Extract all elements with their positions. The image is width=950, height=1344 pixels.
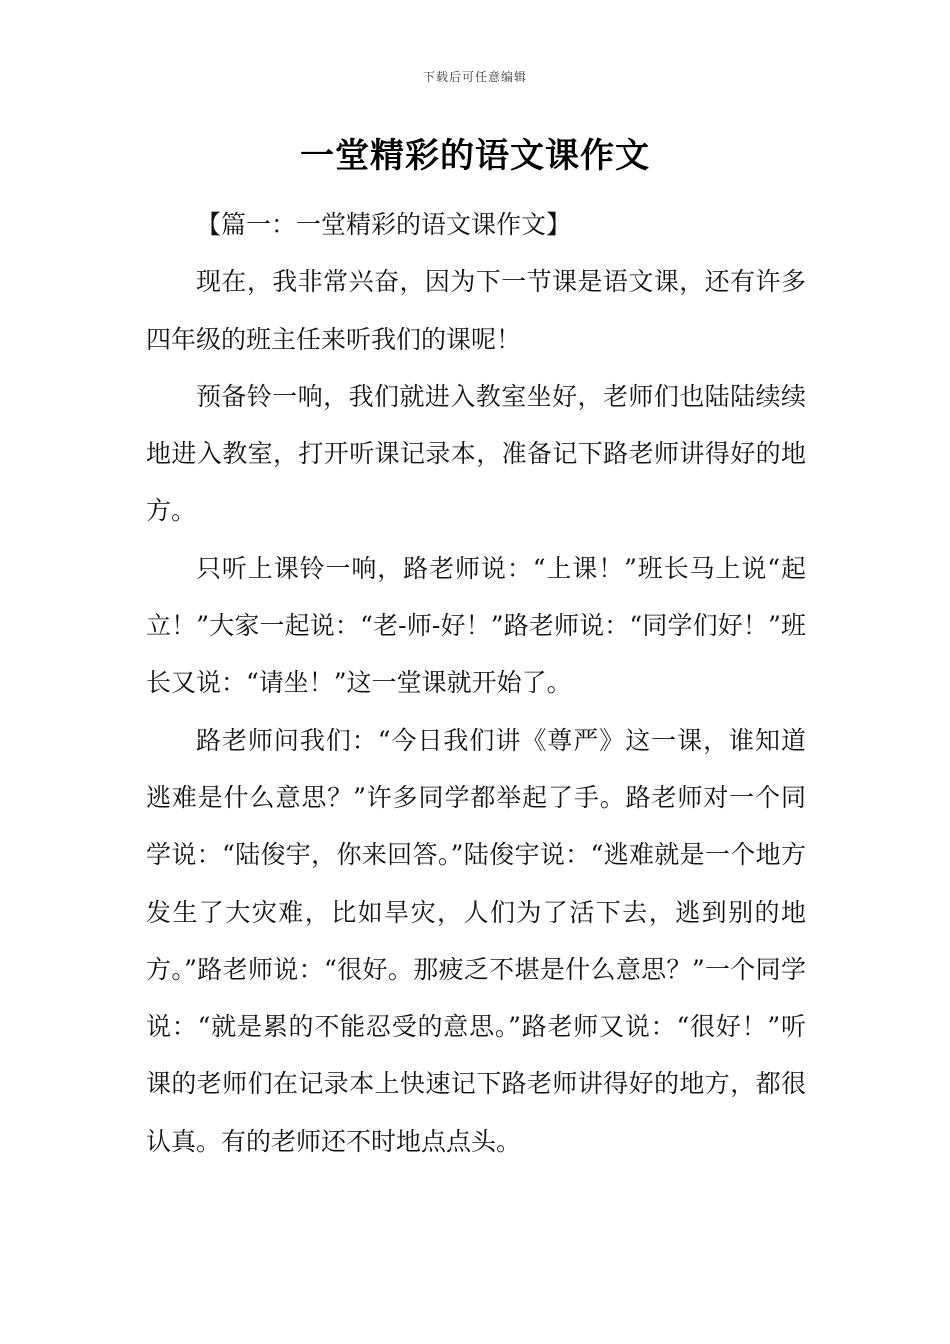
document-body <box>146 196 806 1170</box>
section-heading: 【篇一：一堂精彩的语文课作文】 <box>196 210 572 239</box>
document-title: 一堂精彩的语文课作文 <box>300 136 650 176</box>
paragraph: 预备铃一响，我们就进入教室坐好，老师们也陆陆续续地进入教室，打开听课记录本，准备记下路老师讲得好的地方。 <box>146 381 806 526</box>
header-note: 下载后可任意编辑 <box>422 70 527 84</box>
paragraph: 现在，我非常兴奋，因为下一节课是语文课，还有许多四年级的班主任来听我们的课呢！ <box>146 267 806 354</box>
paragraph: 路老师问我们：“今日我们讲《尊严》这一课，谁知道逃难是什么意思？”许多同学都举起了手。路老师对一个同学说：“陆俊宇，你来回答。”陆俊宇说：“逃难就是一个地方发生了大灾难，比如旱灾，人们为了活下去，逃到别的地方。”路老师说：“很好。那疲乏不堪是什么意思？”一个同学说：“就是累的不能忍受的意思。”路老师又说：“很好！”听课的老师们在记录本上快速记下路老师讲得好的地方，都很认真。有的老师还不时地点点头。 <box>146 725 806 1156</box>
paragraph: 只听上课铃一响，路老师说：“上课！”班长马上说“起立！”大家一起说：“老-师-好！”路老师说：“同学们好！”班长又说：“请坐！”这一堂课就开始了。 <box>146 553 806 698</box>
